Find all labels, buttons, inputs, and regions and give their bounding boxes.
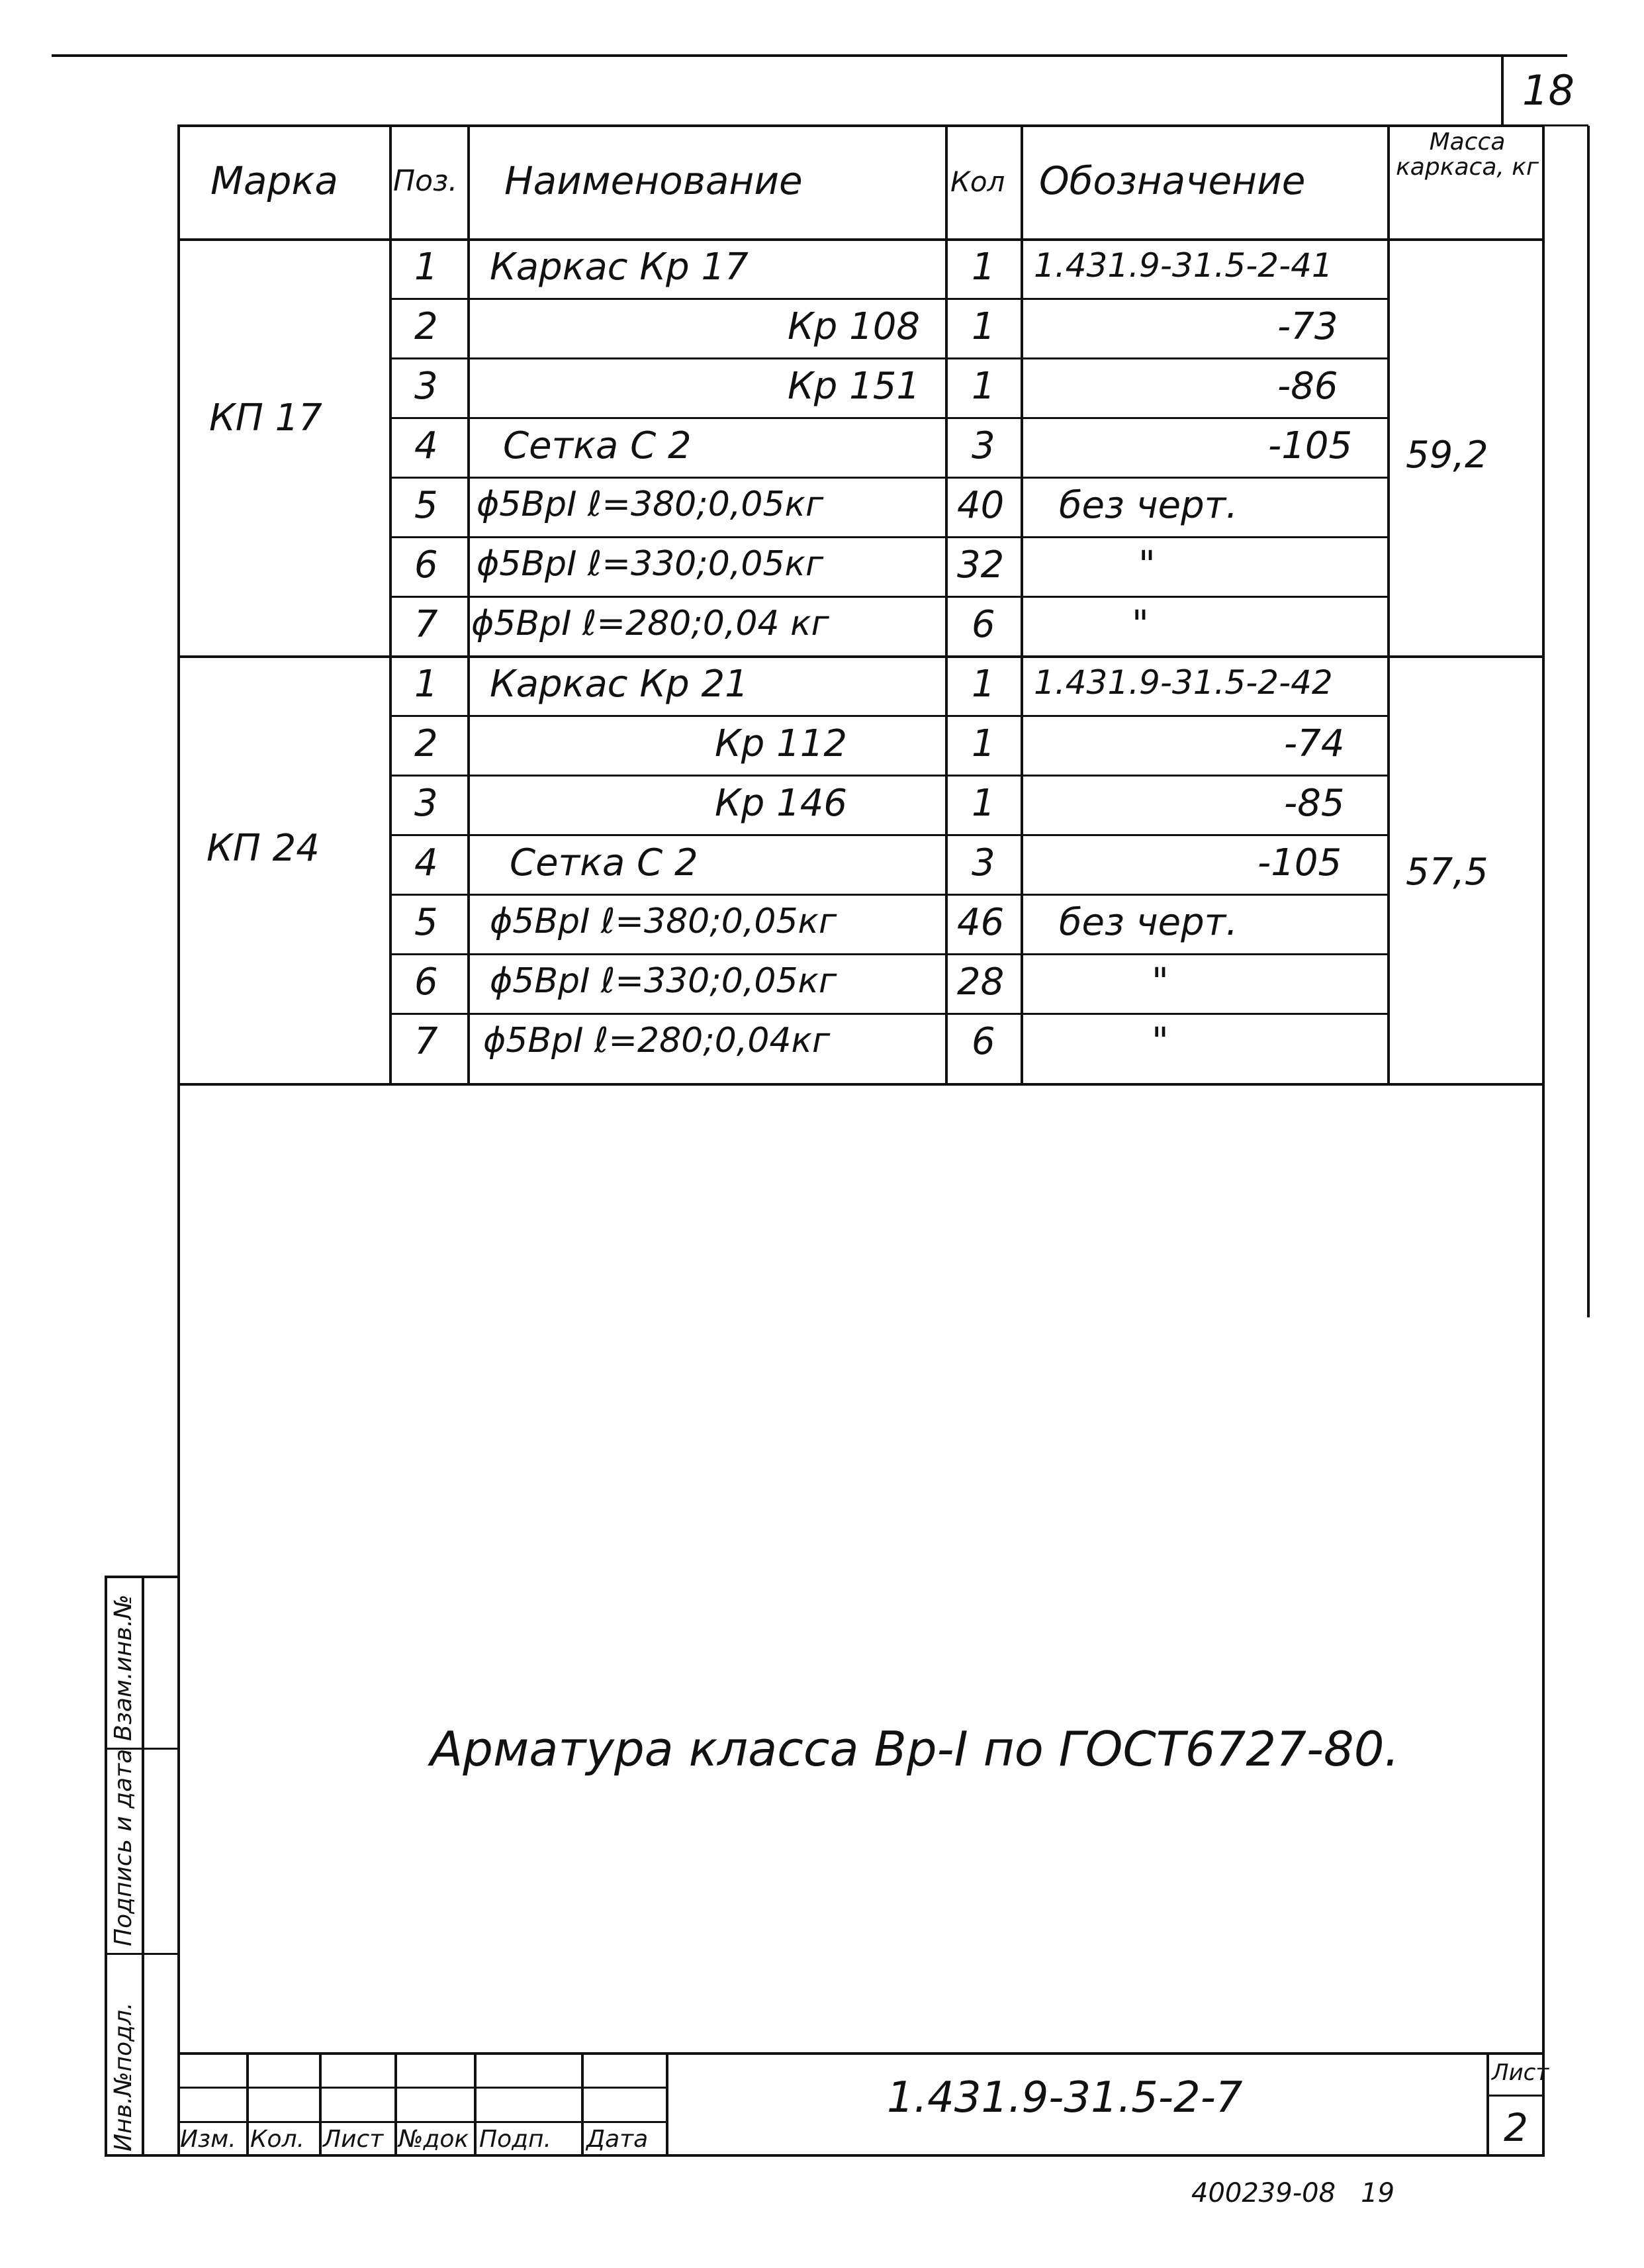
title-block-col [394, 2052, 397, 2157]
row-name: ϕ5ВрI ℓ=380;0,05кг [477, 485, 824, 524]
row-name: Кр 146 [715, 782, 847, 825]
col-line-poz [389, 124, 392, 1086]
row-designation: " [1132, 603, 1149, 646]
title-block-col [474, 2052, 477, 2157]
title-label-podp: Подп. [479, 2126, 551, 2153]
row-designation: без черт. [1059, 484, 1238, 527]
title-block-col [581, 2052, 584, 2157]
frame-right-line [1587, 126, 1590, 1317]
row-qty: 1 [972, 663, 995, 706]
title-block-col [319, 2052, 322, 2157]
row-line [389, 596, 1387, 598]
table-bottom-line [177, 1083, 1545, 1086]
header-marka: Марка [210, 158, 338, 203]
title-label-izm: Изм. [180, 2126, 236, 2153]
page-number: 18 [1522, 66, 1575, 115]
row-designation: " [1152, 961, 1169, 1004]
row-qty: 1 [972, 246, 995, 289]
row-poz: 7 [414, 1020, 438, 1063]
row-designation: " [1152, 1020, 1169, 1063]
row-poz: 2 [414, 722, 438, 765]
title-label-data: Дата [586, 2126, 649, 2153]
title-block-col [1486, 2052, 1489, 2157]
row-name: Кр 108 [788, 305, 920, 348]
sheet-number: 2 [1504, 2105, 1528, 2150]
row-designation: " [1138, 543, 1156, 587]
group-mass: 57,5 [1406, 851, 1488, 894]
header-mass: Масса каркаса, кг [1396, 128, 1539, 181]
header-designation: Обозначение [1039, 158, 1306, 203]
row-qty: 6 [972, 1020, 995, 1063]
row-name: ϕ5ВрI ℓ=280;0,04 кг [471, 604, 829, 643]
row-designation: без черт. [1059, 901, 1238, 944]
header-poz: Поз. [393, 164, 458, 198]
row-line [389, 477, 1387, 479]
col-line-name [467, 124, 470, 1086]
row-line [389, 715, 1387, 717]
row-designation: 1.431.9-31.5-2-42 [1034, 663, 1333, 702]
row-line [389, 894, 1387, 896]
row-poz: 7 [414, 603, 438, 646]
group-marka: КП 24 [206, 827, 320, 870]
row-qty: 28 [957, 961, 1005, 1004]
row-line [389, 536, 1387, 538]
row-line [389, 953, 1387, 955]
row-poz: 3 [414, 782, 438, 825]
header-bottom-line [177, 238, 1545, 241]
row-designation: -85 [1284, 782, 1345, 825]
header-qty: Кол [950, 165, 1005, 198]
row-line [389, 775, 1387, 777]
row-poz: 3 [414, 365, 438, 408]
title-block-top-line [177, 2052, 1545, 2055]
row-name: Сетка С 2 [503, 424, 692, 467]
row-poz: 4 [414, 841, 438, 884]
title-block-row-line [177, 2087, 667, 2089]
title-label-list: Лист [323, 2126, 384, 2153]
side-stamp-inner-line [142, 1576, 144, 2157]
row-qty: 32 [957, 543, 1005, 587]
group-separator-line [177, 655, 1545, 658]
row-qty: 1 [972, 782, 995, 825]
row-qty: 3 [972, 841, 995, 884]
document-designation: 1.431.9-31.5-2-7 [887, 2073, 1243, 2122]
row-qty: 3 [972, 424, 995, 467]
page-number-box-left [1501, 54, 1504, 126]
row-line [389, 1013, 1387, 1015]
frame-top-line [52, 54, 1567, 57]
title-block-row-line [177, 2121, 667, 2123]
row-poz: 1 [414, 246, 438, 289]
row-name: ϕ5ВрI ℓ=280;0,04кг [483, 1021, 831, 1061]
row-poz: 2 [414, 305, 438, 348]
row-name: Кр 151 [788, 365, 920, 408]
row-designation: -86 [1277, 365, 1338, 408]
row-designation: 1.431.9-31.5-2-41 [1034, 246, 1333, 285]
row-name: ϕ5ВрI ℓ=330;0,05кг [490, 961, 837, 1001]
row-poz: 1 [414, 663, 438, 706]
col-line-mass [1387, 124, 1390, 1086]
header-name: Наименование [504, 158, 803, 203]
row-name: Каркас Кр 17 [490, 246, 749, 289]
row-qty: 46 [957, 901, 1005, 944]
group-marka: КП 17 [209, 397, 322, 440]
row-poz: 5 [414, 484, 438, 527]
row-qty: 1 [972, 305, 995, 348]
row-poz: 5 [414, 901, 438, 944]
row-name: Кр 112 [715, 722, 847, 765]
row-name: ϕ5ВрI ℓ=330;0,05кг [477, 544, 824, 584]
row-line [389, 417, 1387, 419]
row-name: Каркас Кр 21 [490, 663, 749, 706]
row-line [389, 834, 1387, 836]
row-designation: -105 [1257, 841, 1342, 884]
row-designation: -105 [1268, 424, 1353, 467]
row-qty: 6 [972, 603, 995, 646]
row-name: Сетка С 2 [510, 841, 698, 884]
sheet-label: Лист [1492, 2059, 1549, 2086]
title-block-col [666, 2052, 668, 2157]
title-label-ndok: №док [398, 2126, 469, 2153]
title-label-kol: Кол. [250, 2126, 305, 2153]
title-block-col [246, 2052, 249, 2157]
row-qty: 1 [972, 722, 995, 765]
side-stamp-inv-podl: Инв.№подл. [110, 2002, 137, 2151]
side-stamp-signature-date: Подпись и дата [110, 1748, 137, 1946]
row-designation: -73 [1277, 305, 1338, 348]
footer-code: 400239-08 19 [1191, 2178, 1395, 2208]
row-poz: 6 [414, 543, 438, 587]
row-poz: 6 [414, 961, 438, 1004]
row-line [389, 357, 1387, 359]
col-line-designation [1021, 124, 1023, 1086]
row-qty: 40 [957, 484, 1005, 527]
group-mass: 59,2 [1406, 434, 1488, 477]
title-block-sheet-line [1486, 2095, 1545, 2097]
row-designation: -74 [1284, 722, 1345, 765]
row-poz: 4 [414, 424, 438, 467]
col-line-qty [945, 124, 948, 1086]
row-name: ϕ5ВрI ℓ=380;0,05кг [490, 902, 837, 941]
row-line [389, 298, 1387, 300]
reinforcement-note: Арматура класса Вр-I по ГОСТ6727-80. [430, 1721, 1400, 1777]
side-stamp-vzam-inv: Взам.инв.№ [110, 1594, 137, 1741]
row-qty: 1 [972, 365, 995, 408]
